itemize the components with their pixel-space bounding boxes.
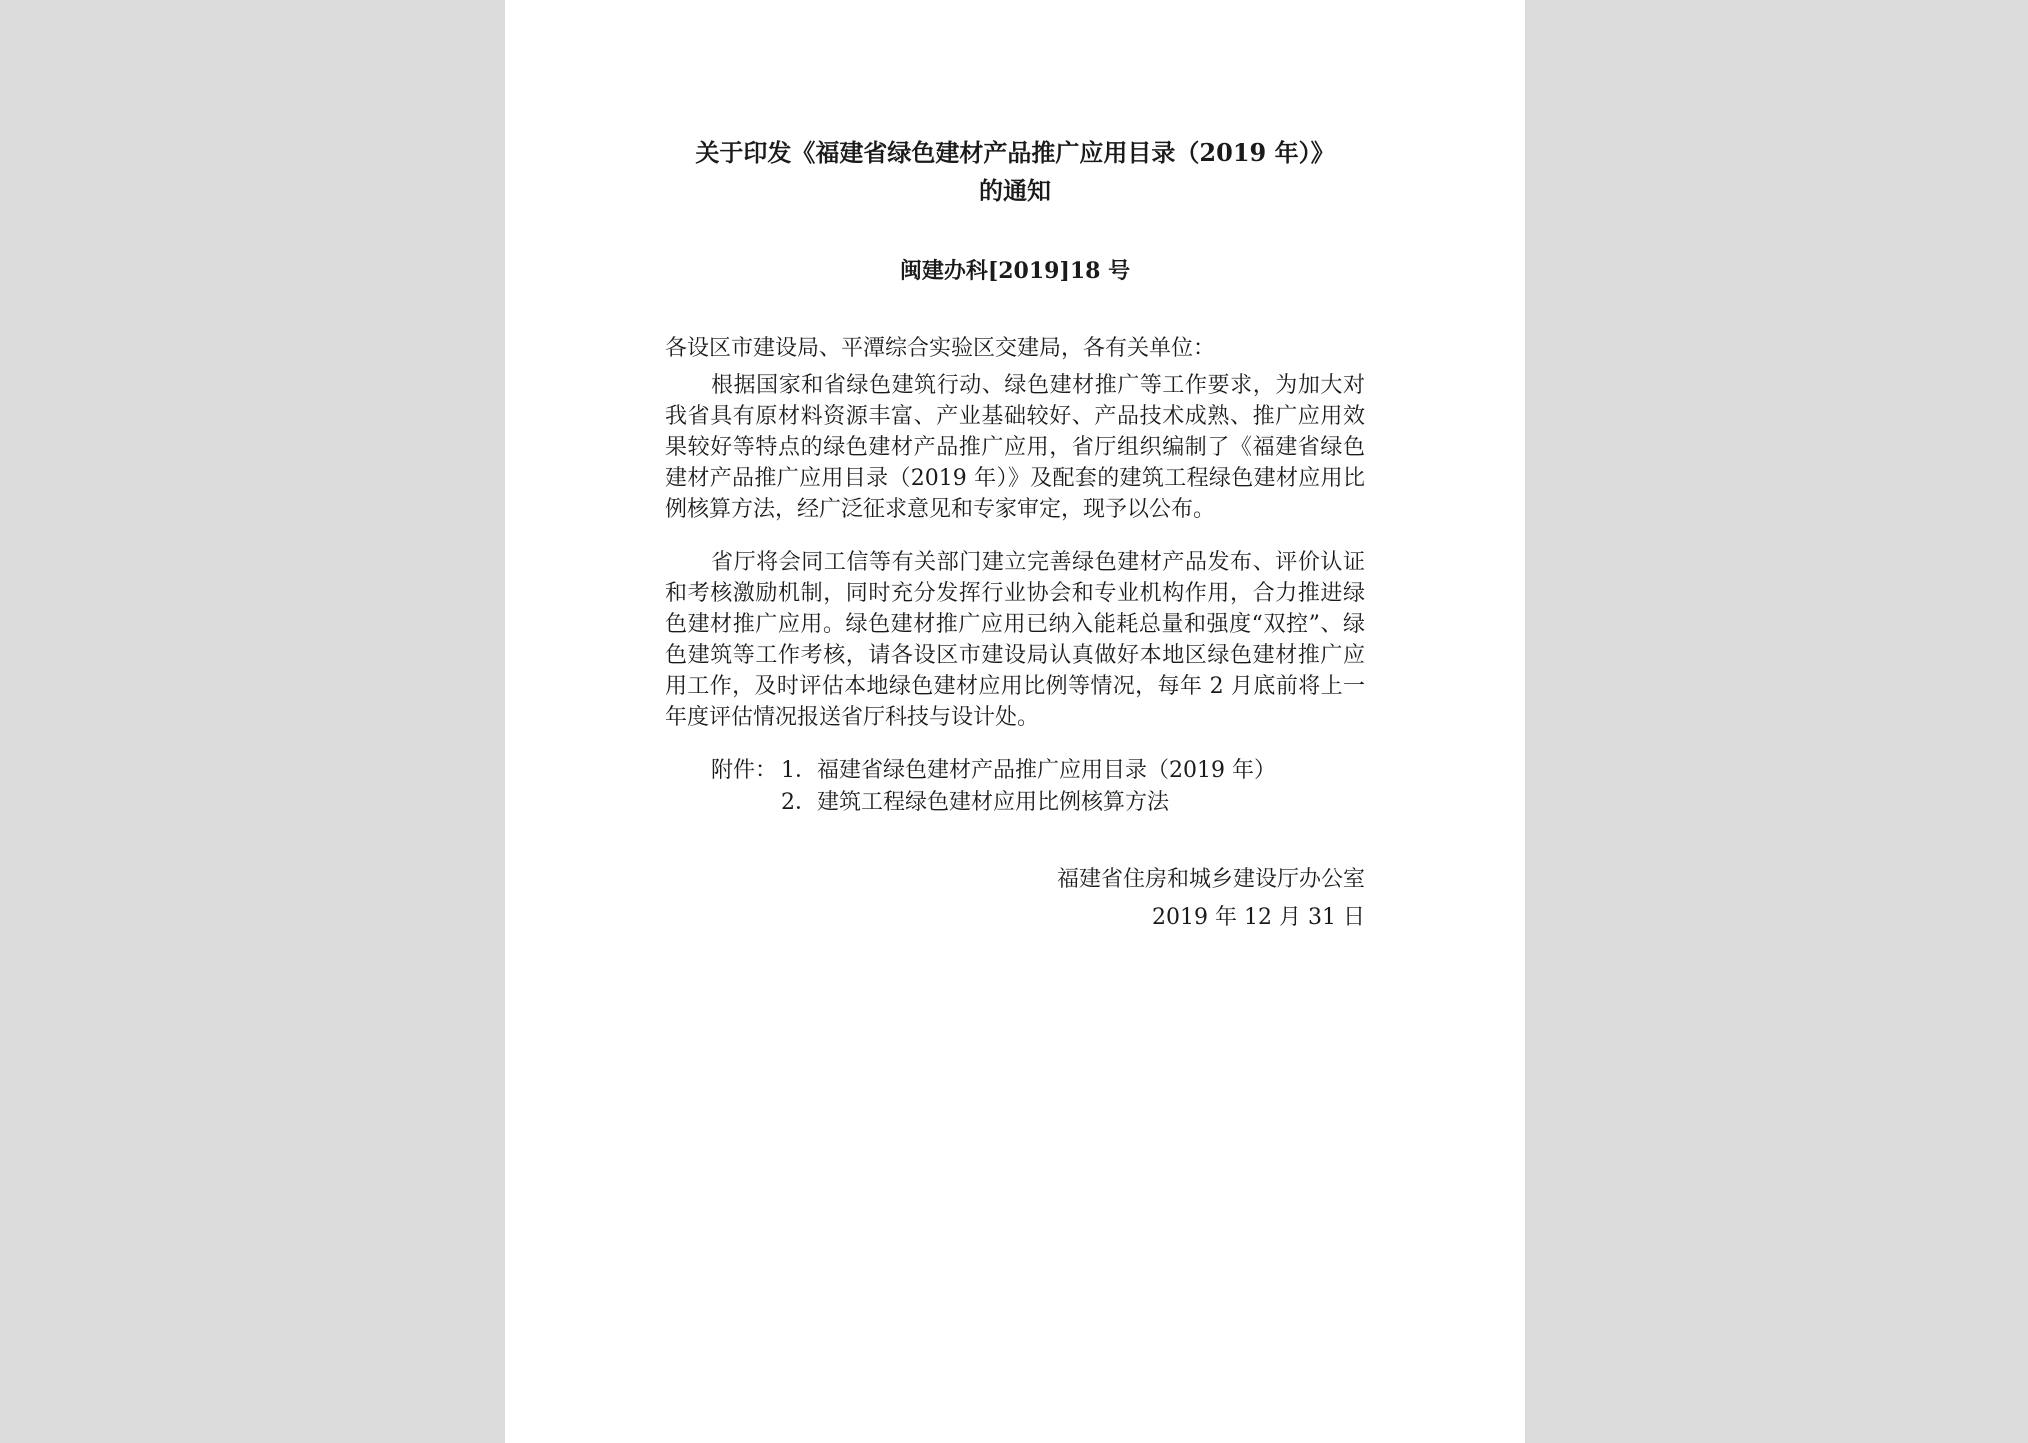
- title-line-2: 的通知: [979, 176, 1051, 205]
- addressee: 各设区市建设局、平潭综合实验区交建局，各有关单位：: [665, 336, 1216, 361]
- attachment-item: [665, 755, 1365, 787]
- attachment-item: [665, 787, 1365, 819]
- attachment-item-1: 1．福建省绿色建材产品推广应用目录（2019 年）: [781, 758, 1276, 783]
- attachment-item-2: 2．建筑工程绿色建材应用比例核算方法: [781, 790, 1169, 815]
- document-title: [665, 134, 1365, 210]
- signature-block: [665, 861, 1365, 937]
- body-paragraph-2: 省厅将会同工信等有关部门建立完善绿色建材产品发布、评价认证和考核激励机制，同时充分发挥行业协会和专业机构作用，合力推进绿色建材推广应用。绿色建材推广应用已纳入能耗总量和强度“双控”、绿色建筑等工作考核，请各设区市建设局认真做好本地区绿色建材推广应用工作，及时评估本地绿色建材应用比例等情况，每年 2 月底前将上一年度评估情况报送省厅科技与设计处。: [665, 550, 1365, 730]
- document-page: [505, 0, 1525, 1443]
- title-line-1: 关于印发《福建省绿色建材产品推广应用目录（2019 年）》: [695, 138, 1335, 167]
- document-number: 闽建办科[2019]18 号: [899, 258, 1131, 284]
- body-paragraph-1: 根据国家和省绿色建筑行动、绿色建材推广等工作要求，为加大对我省具有原材料资源丰富、产业基础较好、产品技术成熟、推广应用效果较好等特点的绿色建材产品推广应用，省厅组织编制了《福建省绿色建材产品推广应用目录（2019 年）》及配套的建筑工程绿色建材应用比例核算方法，经广泛征求意见和专家审定，现予以公布。: [665, 373, 1365, 522]
- attachments-label: 附件：: [711, 758, 778, 783]
- document-content: [665, 134, 1365, 937]
- issue-date: 2019 年 12 月 31 日: [1152, 905, 1365, 930]
- attachments-list: [665, 755, 1365, 819]
- issuer: 福建省住房和城乡建设厅办公室: [1056, 867, 1365, 892]
